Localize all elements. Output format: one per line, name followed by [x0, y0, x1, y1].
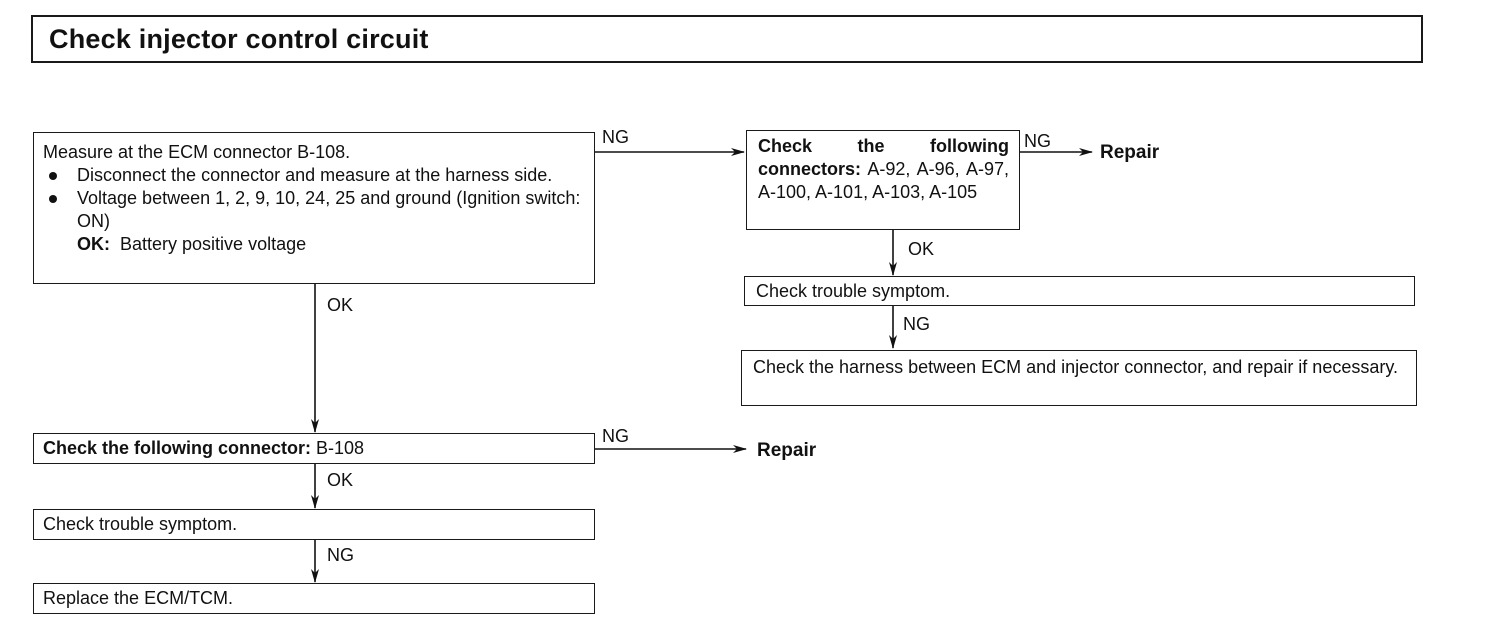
check-connectors-label: Check the following connectors: — [758, 136, 1009, 179]
harness-box — [741, 350, 1417, 406]
repair-label: Repair — [1100, 142, 1160, 163]
trouble-symptom-text-2: Check trouble symptom. — [756, 281, 951, 301]
trouble-symptom-box-2 — [744, 276, 1415, 306]
ok-label: OK — [327, 295, 354, 315]
ok-label: OK — [327, 470, 354, 490]
ng-label: NG — [903, 314, 930, 334]
check-connector-label: Check the following connector: — [43, 438, 312, 458]
replace-box — [33, 583, 595, 614]
harness-text: Check the harness between ECM and injector connector, and repair if necessary. — [753, 357, 1399, 377]
page-title: Check injector control circuit — [49, 24, 429, 54]
ok-criteria — [43, 233, 586, 256]
check-connectors-box — [746, 130, 1020, 230]
trouble-symptom-text-1: Check trouble symptom. — [43, 514, 238, 534]
repair-label: Repair — [757, 440, 817, 461]
replace-text: Replace the ECM/TCM. — [43, 588, 234, 608]
check-connectors-value: A-92, A-96, A-97, A-100, A-101, A-103, A-105 — [758, 159, 1009, 202]
trouble-symptom-box-1 — [33, 509, 595, 540]
bullet-item: Disconnect the connector and measure at the harness side. — [43, 164, 586, 187]
ng-label: NG — [602, 127, 629, 147]
measure-bullets — [43, 164, 586, 233]
check-connector-value: B-108 — [316, 438, 365, 458]
measure-heading: Measure at the ECM connector B-108. — [43, 142, 351, 162]
ok-criteria-value: Battery positive voltage — [120, 234, 307, 254]
ng-label: NG — [602, 426, 629, 446]
ng-label: NG — [327, 545, 354, 565]
bullet-item: Voltage between 1, 2, 9, 10, 24, 25 and ground (Ignition switch: ON) — [43, 187, 586, 233]
ok-label: OK — [908, 239, 935, 259]
ng-label: NG — [1024, 131, 1051, 151]
ok-criteria-label: OK: — [77, 234, 110, 254]
measure-box — [33, 132, 595, 284]
check-connector-box — [33, 433, 595, 464]
